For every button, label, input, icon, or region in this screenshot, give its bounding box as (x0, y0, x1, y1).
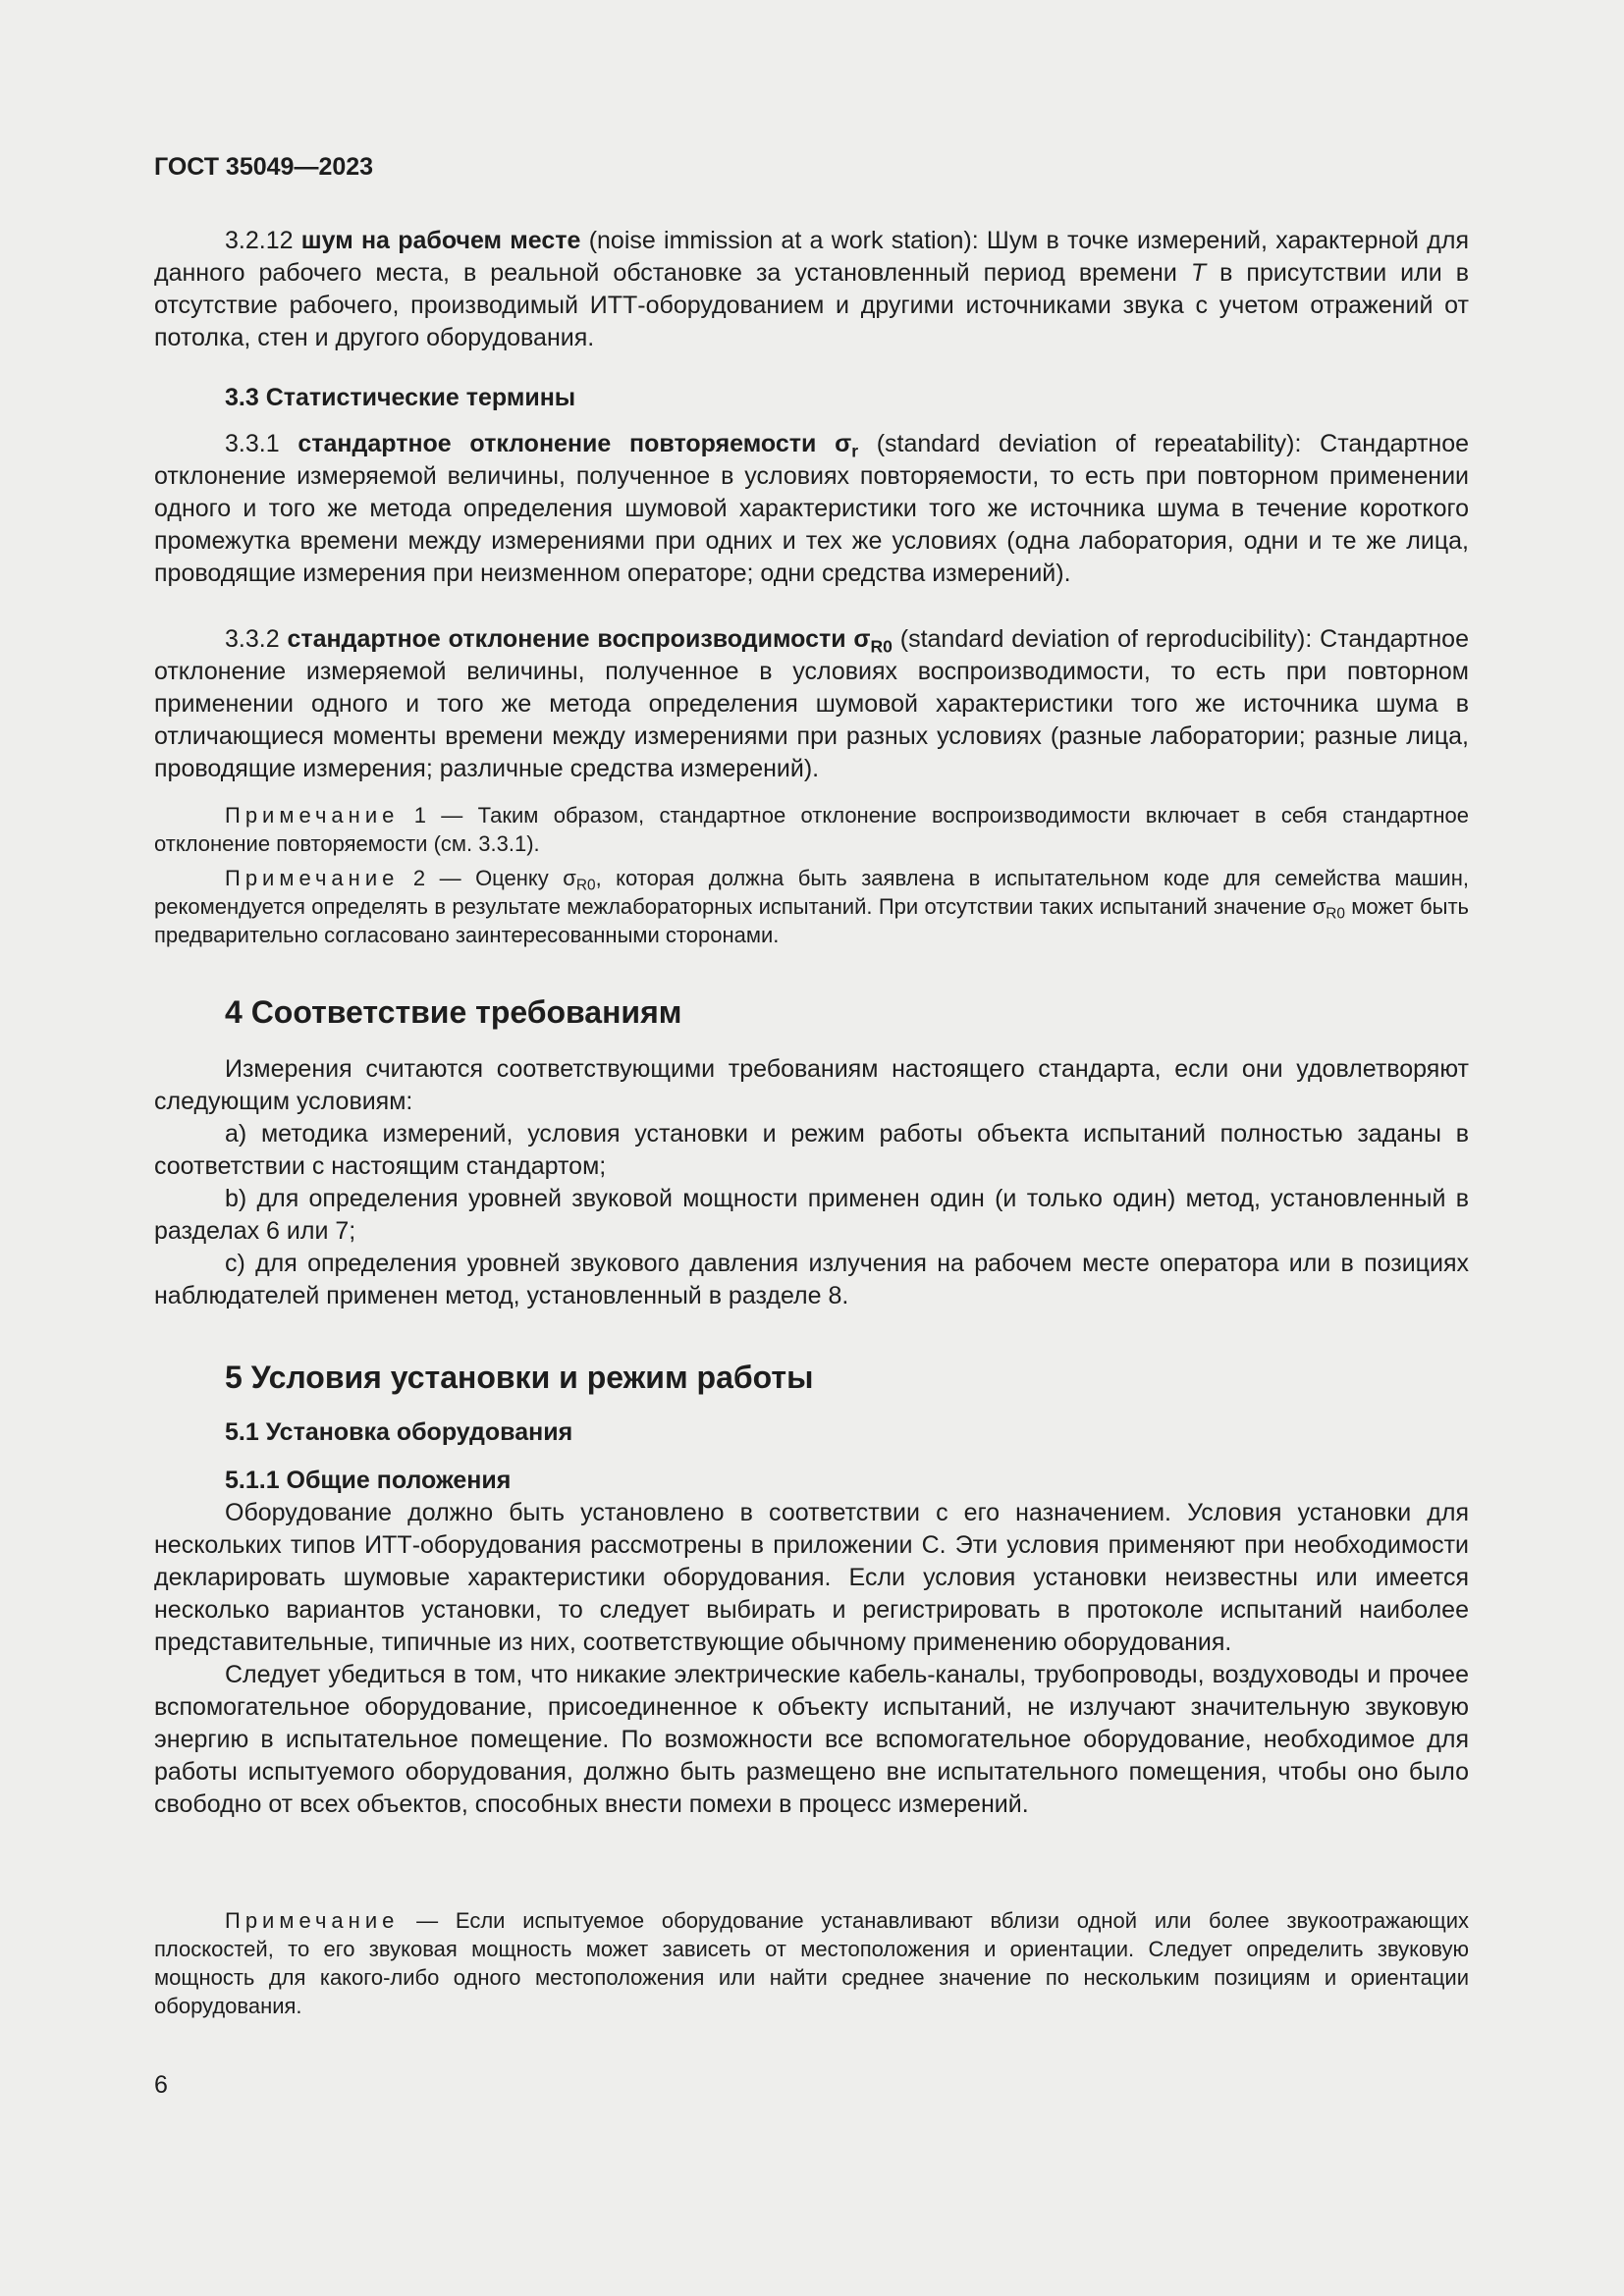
note-text-continued: , которая должна быть заявлена в испытательном коде для семейства машин, рекомендуется определять в результате межлабораторных испытаний. При отсутствии таких испытаний значение σ (154, 866, 1469, 919)
symbol-subscript: R0 (870, 636, 893, 657)
clause-text: (standard deviation of repeatability): Стандартное отклонение измеряемой величины, полученное в условиях повторяемости, то есть при повторном применении одного и того же метода определения шумовой характеристики того же источника шума в течение короткого промежутка времени между измерениями при одних и тех же условиях (одна лаборатория, одни и те же лица, проводящие измерения при неизменном операторе; одни средства измерений). (154, 430, 1470, 587)
section-5 (154, 1358, 1469, 1397)
symbol-subscript: R0 (1326, 905, 1345, 923)
symbol-subscript: R0 (575, 877, 596, 894)
section-heading: 4 Соответствие требованиям (225, 994, 682, 1030)
note-paragraph (154, 864, 1469, 949)
symbol-subscript: r (851, 441, 858, 461)
document-header: ГОСТ 35049—2023 (154, 153, 374, 181)
clause-paragraph (154, 225, 1469, 354)
page-number: 6 (154, 2071, 168, 2099)
clause-paragraph (154, 428, 1469, 590)
note-5 (154, 1906, 1469, 2020)
note-text: 1 — Таким образом, стандартное отклонение воспроизводимости включает в себя стандартное отклонение повторяемости (см. 3.3.1). (154, 803, 1469, 856)
clause-paragraph (154, 623, 1469, 785)
clause-text: (noise immission at a work station): Шум в точке измерений, характерной для данного рабочего места, в реальной обстановке за установленный период времени (154, 227, 1469, 287)
note-text: — Если испытуемое оборудование устанавливают вблизи одной или более звукоотражающих плоскостей, то его звуковая мощность может зависеть от местоположения и ориентации. Следует определить звуковую мощность для какого-либо одного местоположения или найти среднее значение по нескольким позициям и ориентации оборудования. (154, 1908, 1469, 2018)
clause-term: шум на рабочем месте (300, 227, 581, 254)
body-paragraph: Следует убедиться в том, что никакие электрические кабель-каналы, трубопроводы, воздуховоды и прочее вспомогательное оборудование, присоединенное к объекту испытаний, не излучают значительную звуковую энергию в испытательное помещение. По возможности все вспомогательное оборудование, необходимое для работы испытуемого оборудования, должно быть размещено вне испытательного помещения, чтобы оно было свободно от всех объектов, способных внести помехи в процесс измерений. (154, 1661, 1469, 1818)
clause-text-continued: в присутствии или в отсутствие рабочего, производимый ИТТ-оборудованием и другими источниками звука с учетом отражений от потолка, стен и другого оборудования. (154, 259, 1469, 351)
section-intro: Измерения считаются соответствующими требованиям настоящего стандарта, если они удовлетворяют следующим условиям: (154, 1055, 1469, 1115)
list-item: a) методика измерений, условия установки и режим работы объекта испытаний полностью заданы в соответствии с настоящим стандартом; (154, 1120, 1469, 1180)
note-paragraph (154, 1906, 1469, 2020)
section-heading: 3.3 Статистические термины (225, 384, 576, 411)
clause-3-3-2 (154, 623, 1469, 785)
subsection-heading: 5.1 Установка оборудования (225, 1418, 573, 1446)
body-paragraph: Оборудование должно быть установлено в соответствии с его назначением. Условия установки для нескольких типов ИТТ-оборудования рассмотрены в приложении С. Эти условия применяют при необходимости декларировать шумовые характеристики оборудования. Если условия установки неизвестны или имеется несколько вариантов установки, то следует выбирать и регистрировать в протоколе испытаний наиболее представительные, типичные из них, соответствующие обычному применению оборудования. (154, 1499, 1469, 1656)
note-2 (154, 864, 1469, 949)
note-text-end: может быть предварительно согласовано заинтересованными сторонами. (154, 894, 1469, 947)
section-4-body (154, 1053, 1469, 1312)
symbol-t: T (1190, 259, 1207, 287)
clause-term: стандартное отклонение повторяемости σ (298, 430, 852, 457)
clause-term: стандартное отклонение воспроизводимости σ (287, 625, 871, 653)
section-heading: 5 Условия установки и режим работы (225, 1360, 814, 1395)
list-item: c) для определения уровней звукового давления излучения на рабочем месте оператора или в позициях наблюдателей применен метод, установленный в разделе 8. (154, 1250, 1469, 1309)
note-paragraph (154, 801, 1469, 858)
clause-text: (standard deviation of reproducibility): Стандартное отклонение измеряемой величины, полученное в условиях воспроизводимости, то есть при повторном применении одного и того же метода определения шумовой характеристики того же источника шума в отличающиеся моменты времени между измерениями при разных условиях (разные лаборатории; разные лица, проводящие измерения; различные средства измерений). (154, 625, 1469, 782)
clause-number: 3.2.12 (225, 227, 294, 254)
section-3-3 (154, 382, 1469, 414)
note-label: Примечание (225, 866, 400, 890)
clause-3-3-1 (154, 428, 1469, 590)
subsection-5-1-1 (154, 1465, 1469, 1821)
subsection-heading: 5.1.1 Общие положения (225, 1467, 512, 1494)
note-text: 2 — Оценку σ (399, 866, 576, 890)
note-1 (154, 801, 1469, 858)
note-label: Примечание (225, 803, 400, 828)
clause-3-2-12 (154, 225, 1469, 354)
list-item: b) для определения уровней звуковой мощности применен один (и только один) метод, установленный в разделах 6 или 7; (154, 1185, 1469, 1245)
section-4 (154, 992, 1469, 1032)
clause-number: 3.3.2 (225, 625, 280, 653)
subsection-5-1 (154, 1416, 1469, 1449)
clause-number: 3.3.1 (225, 430, 280, 457)
note-label: Примечание (225, 1908, 400, 1933)
